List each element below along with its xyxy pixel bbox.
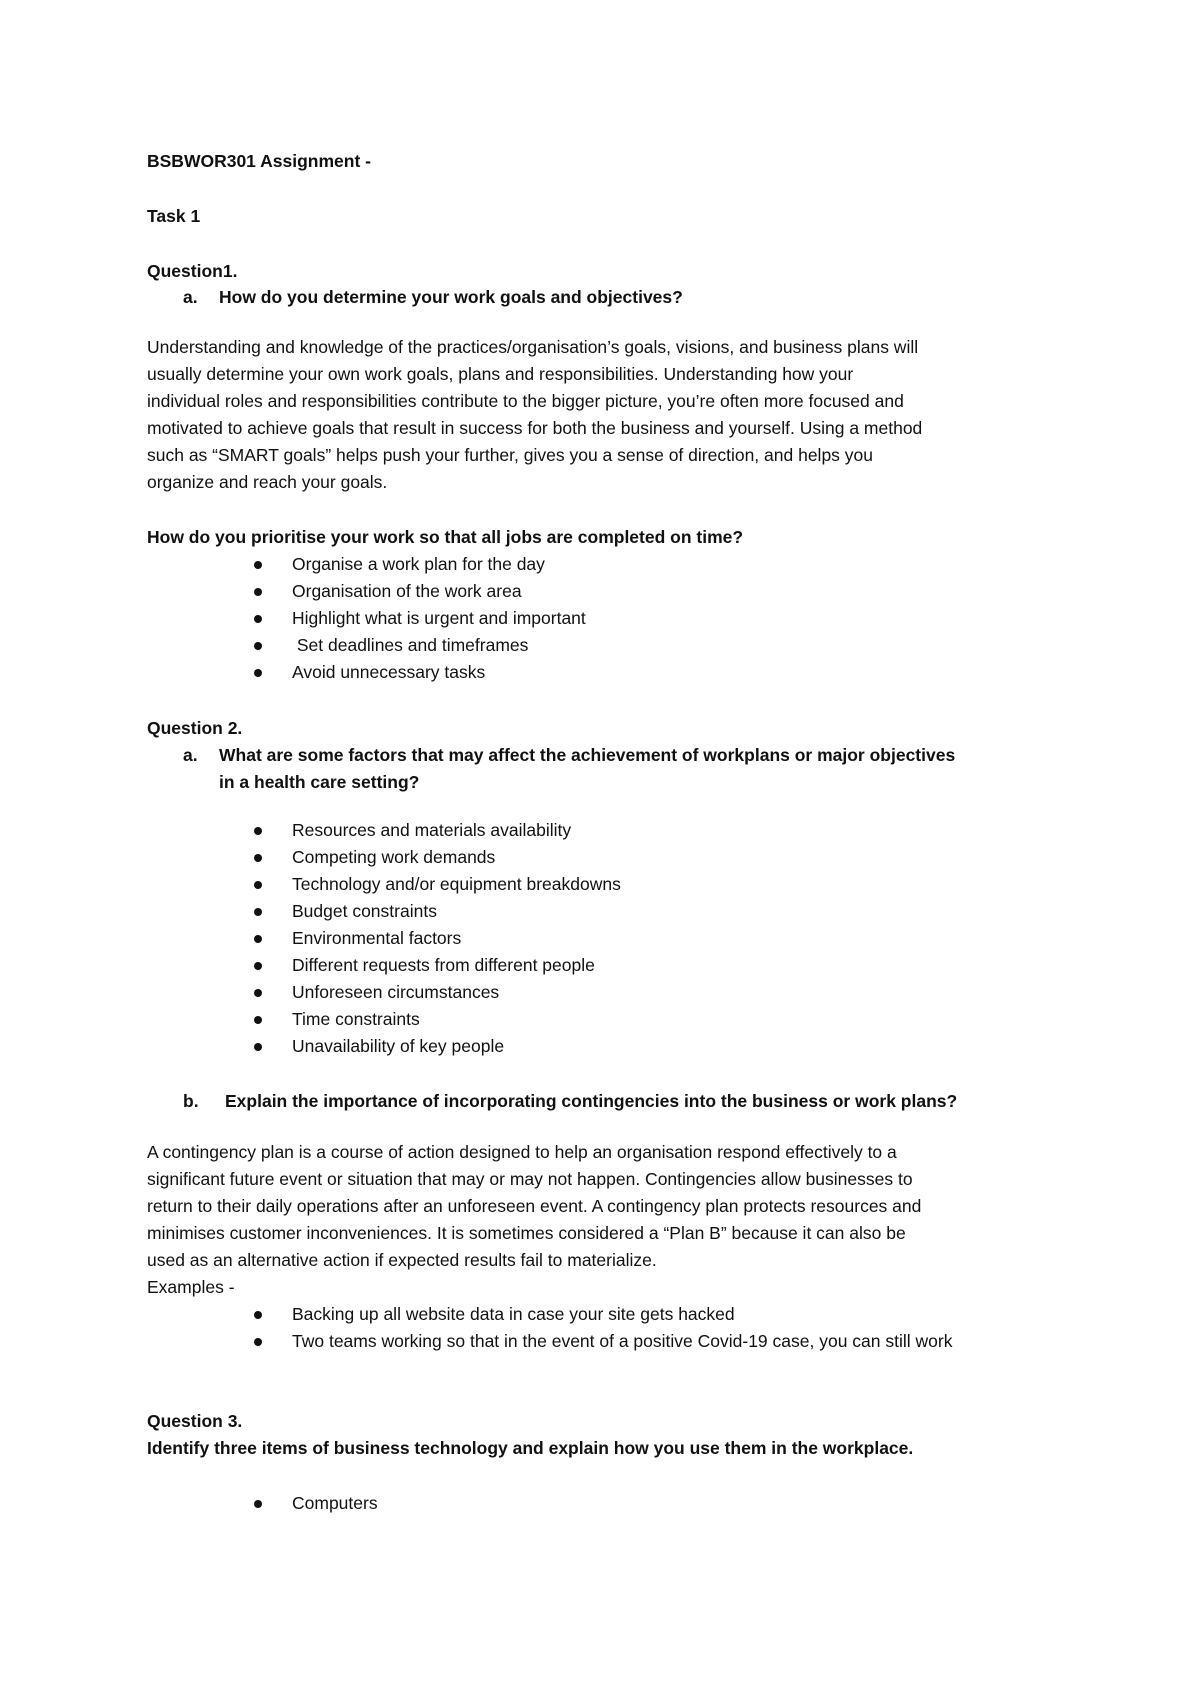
answer-2b-line: minimises customer inconveniences. It is sometimes considered a “Plan B” because it can also be — [147, 1223, 906, 1243]
list-item: Unavailability of key people — [292, 1036, 505, 1056]
question-1-heading: Question1. — [147, 261, 238, 281]
answer-2b-line: used as an alternative action if expected results fail to materialize. — [147, 1250, 657, 1270]
answer-2b-line: significant future event or situation that may or may not happen. Contingencies allow businesses to — [147, 1169, 913, 1189]
list-item: Computers — [292, 1493, 378, 1513]
question-3-heading: Question 3. — [147, 1411, 243, 1431]
question-2-heading: Question 2. — [147, 718, 243, 738]
task-heading: Task 1 — [147, 206, 201, 226]
list-item: Time constraints — [292, 1009, 420, 1029]
bullet-icon — [254, 935, 262, 943]
list-item: Environmental factors — [292, 928, 462, 948]
bullet-icon — [254, 962, 262, 970]
bullet-icon — [254, 1500, 262, 1508]
question-1a-text: How do you determine your work goals and objectives? — [219, 287, 683, 307]
bullet-icon — [254, 827, 262, 835]
answer-2b-line: A contingency plan is a course of action designed to help an organisation respond effectively to a — [147, 1142, 897, 1162]
question-1a-marker: a. — [183, 287, 198, 307]
answer-1a-line: Understanding and knowledge of the practices/organisation’s goals, visions, and business plans will — [147, 337, 919, 357]
bullet-icon — [254, 908, 262, 916]
answer-2b-line: return to their daily operations after an unforeseen event. A contingency plan protects resources and — [147, 1196, 922, 1216]
bullet-icon — [254, 642, 262, 650]
list-item: Different requests from different people — [292, 955, 595, 975]
list-item: Competing work demands — [292, 847, 496, 867]
question-2b-text: Explain the importance of incorporating contingencies into the business or work plans? — [225, 1091, 958, 1111]
list-item: Avoid unnecessary tasks — [292, 662, 486, 682]
list-item: Organisation of the work area — [292, 581, 522, 601]
list-item: Set deadlines and timeframes — [292, 635, 529, 655]
answer-1a-line: usually determine your own work goals, plans and responsibilities. Understanding how your — [147, 364, 854, 384]
question-2a-text: What are some factors that may affect the achievement of workplans or major objectives — [219, 745, 956, 765]
list-item: Resources and materials availability — [292, 820, 572, 840]
answer-1a-line: motivated to achieve goals that result in success for both the business and yourself. Using a method — [147, 418, 923, 438]
answer-1a-line: individual roles and responsibilities contribute to the bigger picture, you’re often more focused and — [147, 391, 904, 411]
assignment-title: BSBWOR301 Assignment - — [147, 151, 371, 171]
bullet-icon — [254, 561, 262, 569]
answer-1a-line: such as “SMART goals” helps push your further, gives you a sense of direction, and helps you — [147, 445, 874, 465]
bullet-icon — [254, 989, 262, 997]
bullet-icon — [254, 615, 262, 623]
bullet-icon — [254, 1016, 262, 1024]
bullet-icon — [254, 669, 262, 677]
list-item: Backing up all website data in case your site gets hacked — [292, 1304, 735, 1324]
bullet-icon — [254, 588, 262, 596]
question-2b-marker: b. — [183, 1091, 199, 1111]
list-item: Two teams working so that in the event of a positive Covid-19 case, you can still work — [292, 1331, 953, 1351]
answer-1a-line: organize and reach your goals. — [147, 472, 388, 492]
question-2a-marker: a. — [183, 745, 198, 765]
list-item: Organise a work plan for the day — [292, 554, 545, 574]
prioritise-question: How do you prioritise your work so that all jobs are completed on time? — [147, 527, 744, 547]
list-item: Technology and/or equipment breakdowns — [292, 874, 621, 894]
question-3-text: Identify three items of business technology and explain how you use them in the workplace. — [147, 1438, 914, 1458]
list-item: Unforeseen circumstances — [292, 982, 500, 1002]
list-item: Highlight what is urgent and important — [292, 608, 586, 628]
list-item: Budget constraints — [292, 901, 437, 921]
examples-label: Examples - — [147, 1277, 235, 1297]
question-2a-text: in a health care setting? — [219, 772, 420, 792]
bullet-icon — [254, 1043, 262, 1051]
bullet-icon — [254, 1338, 262, 1346]
bullet-icon — [254, 881, 262, 889]
bullet-icon — [254, 854, 262, 862]
bullet-icon — [254, 1311, 262, 1319]
